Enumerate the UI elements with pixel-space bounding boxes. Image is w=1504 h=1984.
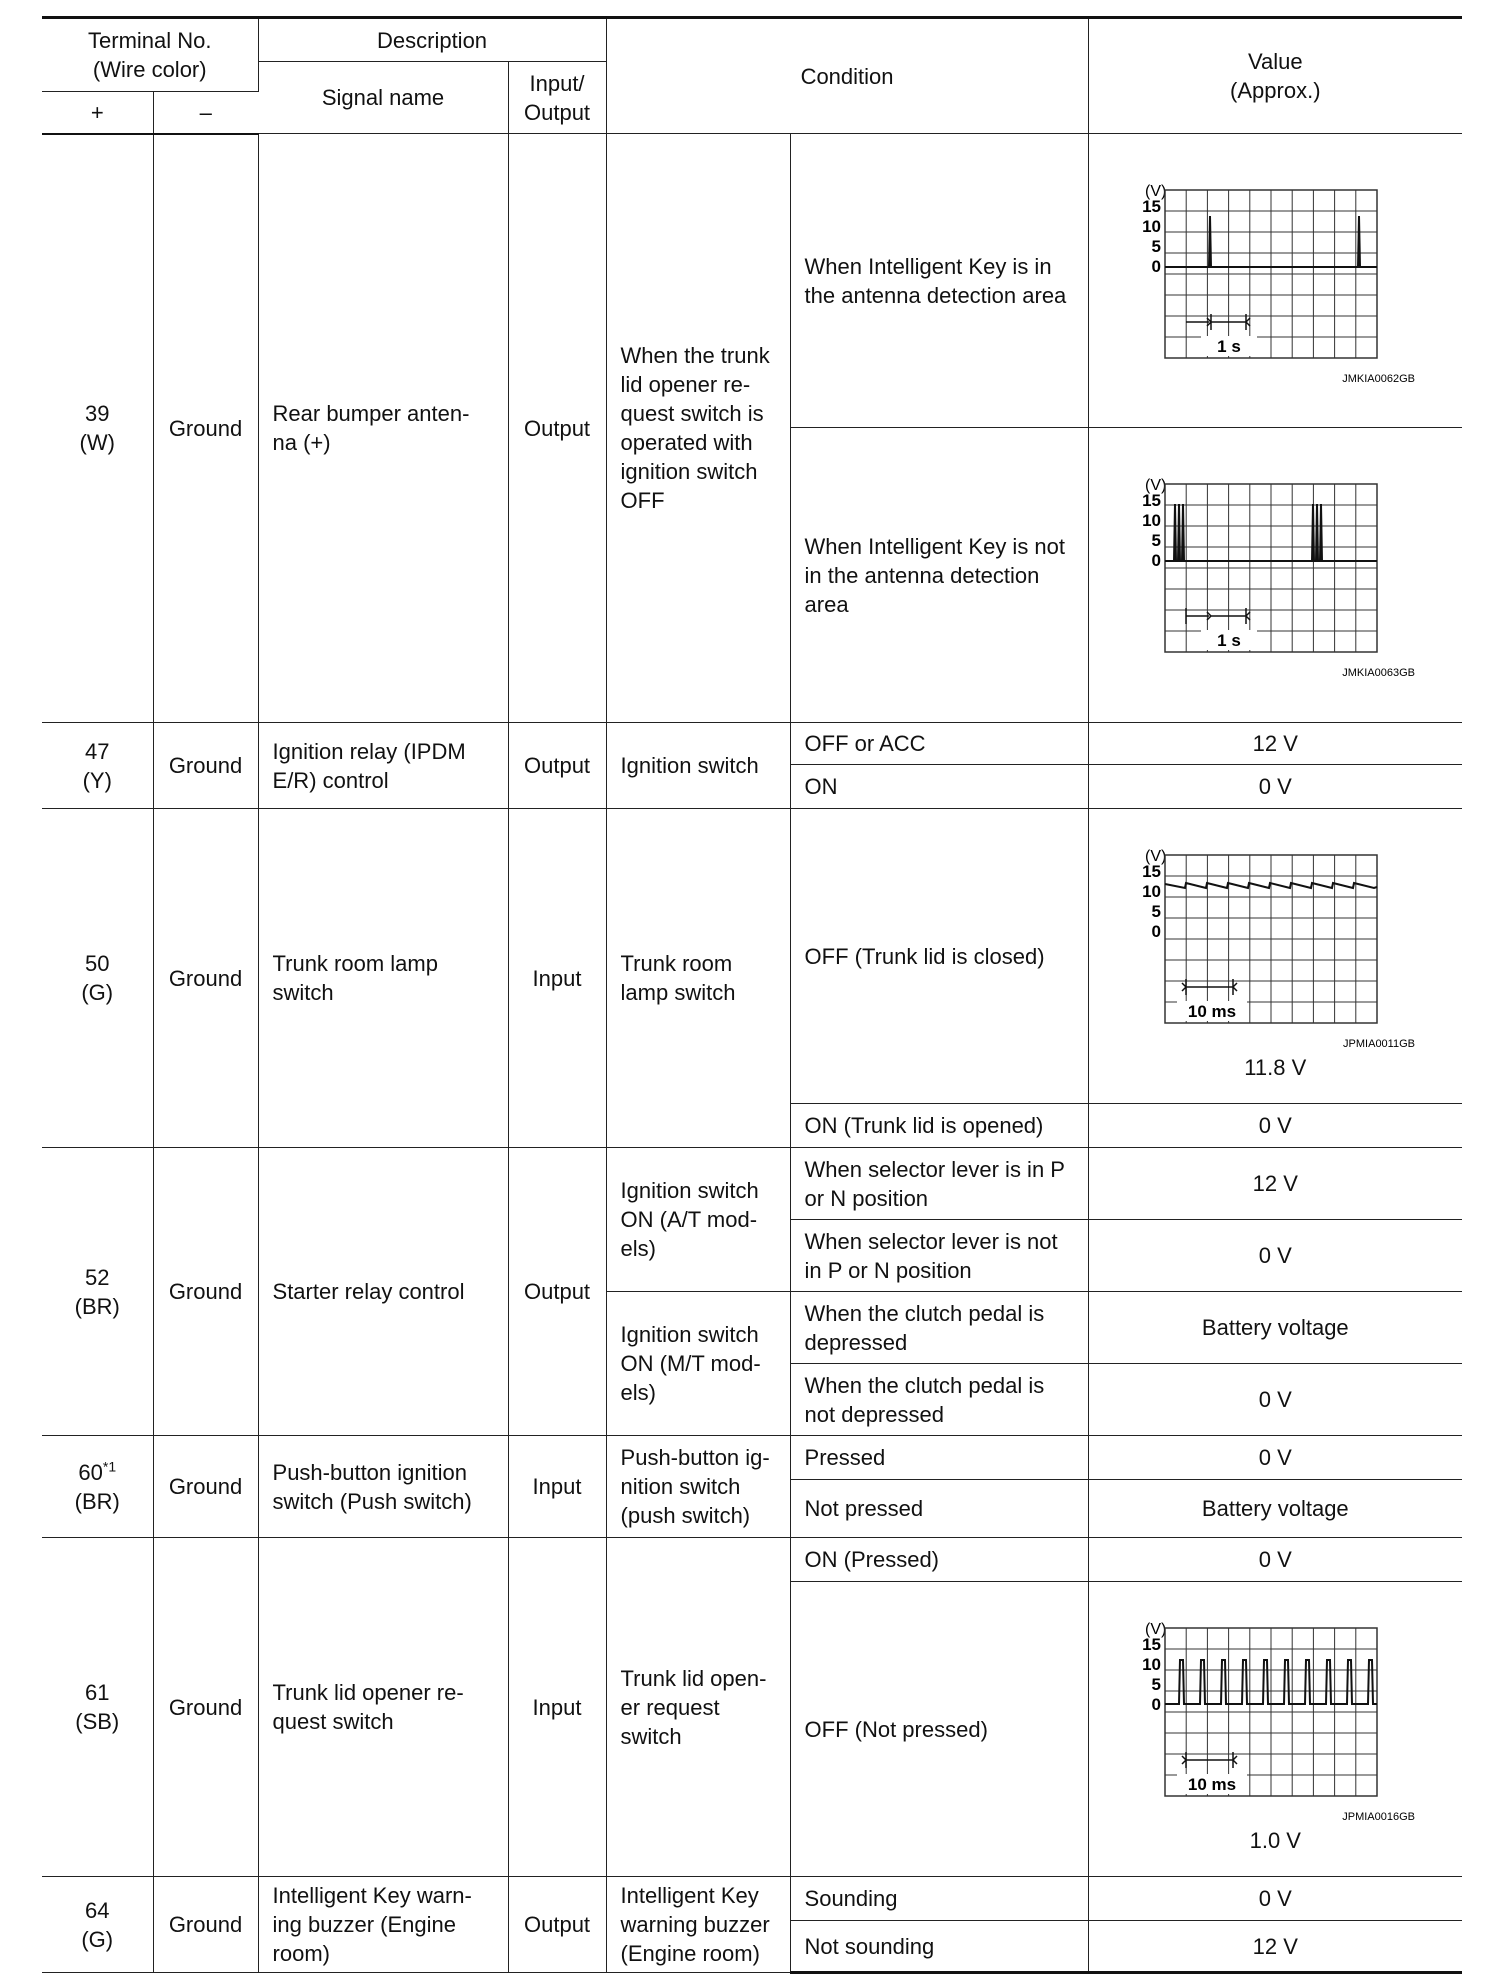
- signal-name: Trunk lid opener re-quest switch: [258, 1538, 508, 1877]
- wire-color: (BR): [74, 1488, 120, 1514]
- sub-condition: Not pressed: [790, 1480, 1088, 1538]
- terminal-cell: [42, 1538, 153, 1877]
- terminal-no: 39: [85, 401, 110, 427]
- value: 0 V: [1088, 1436, 1462, 1480]
- wave-tick: 15: [1142, 491, 1162, 510]
- table-row: [42, 1538, 1462, 1582]
- input-output: Input: [508, 1538, 606, 1877]
- sub-condition: When Intelligent Key is not in the antenna detection area: [790, 428, 1088, 723]
- wave-time-label: 10 ms: [1188, 1001, 1237, 1021]
- terminal-no: 60: [78, 1459, 103, 1485]
- condition: Trunk lid open-er request switch: [606, 1538, 790, 1877]
- value: 12 V: [1088, 1921, 1462, 1973]
- sub-condition: ON (Trunk lid is opened): [790, 1104, 1088, 1148]
- wave-tick: 5: [1151, 1674, 1162, 1694]
- wave-tick: 10: [1142, 511, 1162, 530]
- wave-v-label: (V): [1145, 182, 1167, 200]
- value: Battery voltage: [1088, 1480, 1462, 1538]
- header-value-line2: (Approx.): [1230, 78, 1321, 103]
- value: 0 V: [1088, 765, 1462, 809]
- value: 0 V: [1088, 1877, 1462, 1921]
- figure-id: JPMIA0016GB: [1342, 1810, 1416, 1823]
- header-minus: –: [153, 92, 258, 134]
- wave-tick: 0: [1151, 921, 1162, 941]
- figure-id: JMKIA0062GB: [1342, 372, 1416, 385]
- signal-name: Starter relay control: [258, 1148, 508, 1436]
- header-io-line1: Input/: [529, 70, 585, 96]
- terminal-cell: [42, 1148, 153, 1436]
- terminal-cell: [42, 134, 153, 723]
- value-waveform-cell: [1088, 428, 1462, 723]
- sub-condition: When the clutch pedal is not depressed: [790, 1364, 1088, 1436]
- value: 0 V: [1088, 1220, 1462, 1292]
- waveform-value: 1.0 V: [1249, 1827, 1301, 1853]
- condition: Ignition switch: [606, 723, 790, 809]
- value-waveform-cell: [1088, 1582, 1462, 1877]
- input-output: Input: [508, 1436, 606, 1538]
- terminal-table: [42, 16, 1462, 1974]
- sub-condition: When Intelligent Key is in the antenna detection area: [790, 134, 1088, 428]
- value: 12 V: [1088, 1148, 1462, 1220]
- condition: Ignition switch ON (A/T mod-els): [606, 1148, 790, 1292]
- signal-name: Trunk room lamp switch: [258, 809, 508, 1148]
- table-row: [42, 723, 1462, 765]
- header-plus: +: [42, 92, 153, 134]
- wave-v-label: (V): [1145, 477, 1167, 494]
- input-output: Input: [508, 809, 606, 1148]
- wave-grid: [1165, 190, 1377, 358]
- wave-tick: 15: [1142, 196, 1162, 216]
- wave-v-label: (V): [1145, 1620, 1167, 1638]
- wave-tick: 5: [1151, 236, 1162, 256]
- input-output: Output: [508, 1877, 606, 1973]
- terminal-cell: [42, 723, 153, 809]
- terminal-no-line: [46, 1458, 149, 1487]
- table-row: [42, 1148, 1462, 1220]
- header-input-output: [508, 62, 606, 134]
- wave-grid: [1165, 484, 1377, 652]
- header-terminal: [42, 18, 258, 92]
- terminal-cell: [42, 1436, 153, 1538]
- input-output: Output: [508, 723, 606, 809]
- wire-color: (G): [81, 980, 114, 1005]
- ground-cell: Ground: [153, 809, 258, 1148]
- wave-time-label: 1 s: [1217, 631, 1242, 650]
- terminal-no: 52: [85, 1264, 110, 1290]
- terminal-no: 64: [85, 1897, 110, 1923]
- signal-name: Intelligent Key warn-ing buzzer (Engine room): [258, 1877, 508, 1973]
- wave-tick: 0: [1151, 551, 1162, 570]
- terminal-cell: [42, 1877, 153, 1973]
- ground-cell: Ground: [153, 1436, 258, 1538]
- table-row: [42, 1877, 1462, 1921]
- sub-condition: When selector lever is in P or N position: [790, 1148, 1088, 1220]
- signal-name: Push-button ignition switch (Push switch): [258, 1436, 508, 1538]
- waveform-antenna-not-in-area: [1125, 460, 1425, 690]
- wire-color: (G): [81, 1926, 114, 1952]
- sub-condition: OFF or ACC: [790, 723, 1088, 765]
- condition: Intelligent Key warning buzzer (Engine room): [606, 1877, 790, 1973]
- header-description: Description: [258, 18, 606, 62]
- wave-time-label: 10 ms: [1188, 1774, 1237, 1794]
- header-terminal-no: Terminal No.: [88, 28, 212, 53]
- value-waveform-cell: [1088, 134, 1462, 428]
- input-output: Output: [508, 134, 606, 723]
- ground-cell: Ground: [153, 1538, 258, 1877]
- terminal-note: *1: [102, 1458, 117, 1475]
- header-io-line2: Output: [524, 99, 591, 125]
- terminal-no: 61: [85, 1680, 110, 1705]
- wire-color: (BR): [74, 1293, 120, 1319]
- terminal-no: 50: [85, 951, 110, 976]
- sub-condition: Pressed: [790, 1436, 1088, 1480]
- waveform-trunk-lamp-closed: [1125, 831, 1425, 1059]
- value: 0 V: [1088, 1104, 1462, 1148]
- value-waveform-cell: [1088, 809, 1462, 1104]
- value: 0 V: [1088, 1364, 1462, 1436]
- terminal-no: 47: [85, 738, 110, 764]
- condition: Ignition switch ON (M/T mod-els): [606, 1292, 790, 1436]
- wave-grid: [1165, 1628, 1377, 1796]
- sub-condition: When the clutch pedal is depressed: [790, 1292, 1088, 1364]
- wave-tick: 10: [1142, 881, 1162, 901]
- wire-color: (W): [79, 430, 115, 456]
- wave-tick: 0: [1151, 1694, 1162, 1714]
- sub-condition: OFF (Trunk lid is closed): [790, 809, 1088, 1104]
- header-signal-name: Signal name: [258, 62, 508, 134]
- wave-tick: 10: [1142, 1654, 1162, 1674]
- ground-cell: Ground: [153, 134, 258, 723]
- table-row: [42, 134, 1462, 428]
- wire-color: (Y): [82, 767, 112, 793]
- condition: Trunk room lamp switch: [606, 809, 790, 1148]
- value: Battery voltage: [1088, 1292, 1462, 1364]
- value: 0 V: [1088, 1538, 1462, 1582]
- terminal-cell: [42, 809, 153, 1148]
- header-condition: Condition: [606, 18, 1088, 134]
- figure-id: JPMIA0011GB: [1343, 1037, 1416, 1050]
- sub-condition: ON: [790, 765, 1088, 809]
- ground-cell: Ground: [153, 723, 258, 809]
- wave-tick: 0: [1151, 256, 1162, 276]
- wave-v-label: (V): [1145, 847, 1167, 865]
- value: 12 V: [1088, 723, 1462, 765]
- signal-name: Ignition relay (IPDM E/R) control: [258, 723, 508, 809]
- wave-tick: 15: [1142, 861, 1162, 881]
- input-output: Output: [508, 1148, 606, 1436]
- sub-condition: Sounding: [790, 1877, 1088, 1921]
- table-row: [42, 809, 1462, 1104]
- condition: When the trunk lid opener re-quest switch is operated with ignition switch OFF: [606, 134, 790, 723]
- wave-tick: 15: [1142, 1634, 1162, 1654]
- wire-color: (SB): [75, 1709, 120, 1734]
- waveform-value: 11.8 V: [1244, 1054, 1307, 1080]
- header-value-line1: Value: [1247, 49, 1303, 74]
- waveform-antenna-in-area: [1125, 166, 1425, 396]
- sub-condition: ON (Pressed): [790, 1538, 1088, 1582]
- waveform-trunk-opener-not-pressed: [1125, 1604, 1425, 1832]
- wave-tick: 10: [1142, 216, 1162, 236]
- wave-tick: 5: [1151, 531, 1162, 550]
- sub-condition: When selector lever is not in P or N position: [790, 1220, 1088, 1292]
- figure-id: JMKIA0063GB: [1342, 667, 1416, 679]
- ground-cell: Ground: [153, 1877, 258, 1973]
- wave-time-label: 1 s: [1217, 336, 1242, 356]
- wave-grid: [1165, 855, 1377, 1023]
- sub-condition: OFF (Not pressed): [790, 1582, 1088, 1877]
- header-wire-color: (Wire color): [92, 57, 207, 82]
- signal-name: Rear bumper anten-na (+): [258, 134, 508, 723]
- ground-cell: Ground: [153, 1148, 258, 1436]
- header-value: [1088, 18, 1462, 134]
- wave-tick: 5: [1151, 901, 1162, 921]
- sub-condition: Not sounding: [790, 1921, 1088, 1973]
- condition: Push-button ig-nition switch (push switch): [606, 1436, 790, 1538]
- table-row: [42, 1436, 1462, 1480]
